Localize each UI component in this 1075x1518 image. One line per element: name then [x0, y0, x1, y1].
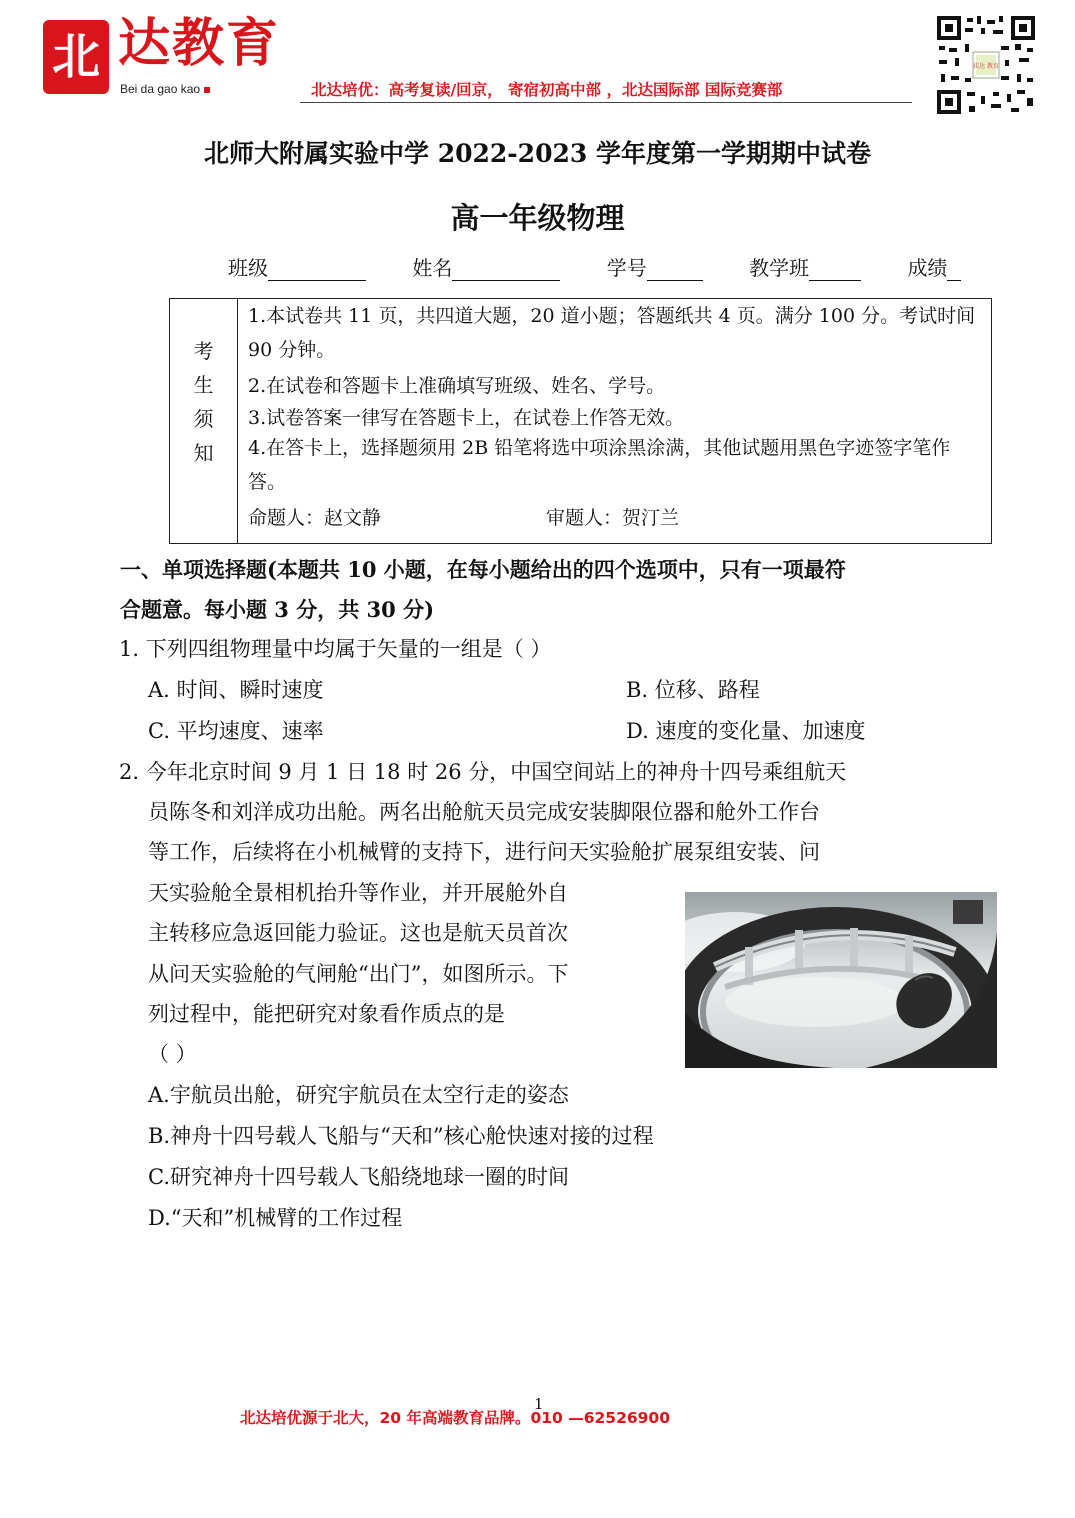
notice-item-1: 1.本试卷共 11 页，共四道大题，20 道小题；答题纸共 4 页。满分 100 分。考试时间 90 分钟。: [248, 305, 976, 361]
qr-code-icon: [935, 14, 1037, 116]
logo-char: 北: [51, 29, 100, 85]
question-2-line-7: 列过程中，能把研究对象看作质点的是: [148, 1002, 505, 1026]
student-id-field[interactable]: 学号: [607, 256, 703, 280]
question-2-line-6: 从问天实验舱的气闸舱“出门”，如图所示。下: [148, 962, 569, 986]
q2-option-d[interactable]: D.“天和”机械臂的工作过程: [148, 1206, 403, 1230]
question-2-line-5: 主转移应急返回能力验证。这也是航天员首次: [148, 921, 568, 945]
q1-option-d[interactable]: D. 速度的变化量、加速度: [626, 719, 866, 743]
question-2-line-2: 员陈冬和刘洋成功出舱。两名出舱航天员完成安装脚限位器和舱外工作台: [148, 800, 820, 824]
score-field[interactable]: 成绩: [907, 256, 961, 280]
notice-item-2: 2.在试卷和答题卡上准确填写班级、姓名、学号。: [248, 375, 666, 397]
student-info-fields: [228, 252, 961, 281]
exam-subtitle: 高一年级物理: [450, 201, 625, 235]
q1-option-c[interactable]: C. 平均速度、速率: [148, 719, 324, 743]
exam-notice-box: [169, 298, 992, 544]
notice-item-4: 4.在答卡上，选择题须用 2B 铅笔将选中项涂黑涂满，其他试题用黑色字迹签字笔作答。: [248, 437, 951, 493]
logo-subtitle: Bei da gao kao: [120, 82, 210, 96]
question-1-stem: 1. 下列四组物理量中均属于矢量的一组是（ ）: [119, 637, 552, 661]
qr-center-label: 扶达 教育: [973, 63, 999, 70]
exam-title: 北师大附属实验中学 2022-2023 学年度第一学期期中试卷: [204, 139, 871, 168]
question-2-line-3: 等工作，后续将在小机械臂的支持下，进行问天实验舱扩展泵组安装、问: [148, 840, 820, 864]
header-divider: [300, 102, 912, 103]
q2-option-a[interactable]: A.宇航员出舱，研究宇航员在太空行走的姿态: [148, 1083, 569, 1107]
q1-option-a[interactable]: A. 时间、瞬时速度: [148, 678, 324, 702]
question-2-line-4: 天实验舱全景相机抬升等作业，并开展舱外自: [148, 881, 568, 905]
q1-option-b[interactable]: B. 位移、路程: [626, 678, 760, 702]
notice-reviewer: 审题人：贺汀兰: [546, 507, 680, 529]
notice-author: 命题人：赵文静: [248, 507, 382, 529]
name-field[interactable]: 姓名: [412, 256, 560, 280]
q2-option-c[interactable]: C.研究神舟十四号载人飞船绕地球一圈的时间: [148, 1165, 569, 1189]
notice-item-3: 3.试卷答案一律写在答题卡上，在试卷上作答无效。: [248, 407, 685, 429]
logo-mark: [43, 20, 109, 94]
section-heading: 一、单项选择题(本题共 10 小题，在每小题给出的四个选项中，只有一项最符 合题意。每小题 3 分，共 30 分): [120, 557, 846, 622]
class-field[interactable]: 班级: [228, 256, 366, 280]
logo-text: 达教育: [118, 13, 281, 74]
spacewalk-hatch-photo: [685, 892, 997, 1068]
footer-slogan: 北达培优源于北大，20 年高端教育品牌。010 —62526900: [240, 1409, 670, 1427]
question-2-answer-blank: （ ）: [148, 1042, 197, 1066]
q2-option-b[interactable]: B.神舟十四号载人飞船与“天和”核心舱快速对接的过程: [148, 1124, 654, 1148]
page-number: 1: [534, 1395, 544, 1413]
teaching-class-field[interactable]: 教学班: [749, 256, 861, 280]
notice-label: 考 生 须 知: [170, 299, 238, 543]
question-2-line-1: 2. 今年北京时间 9 月 1 日 18 时 26 分，中国空间站上的神舟十四号乘组航天: [119, 760, 847, 784]
header-slogan: 北达培优：高考复读/回京， 寄宿初高中部 ，北达国际部 国际竞赛部: [311, 81, 783, 99]
